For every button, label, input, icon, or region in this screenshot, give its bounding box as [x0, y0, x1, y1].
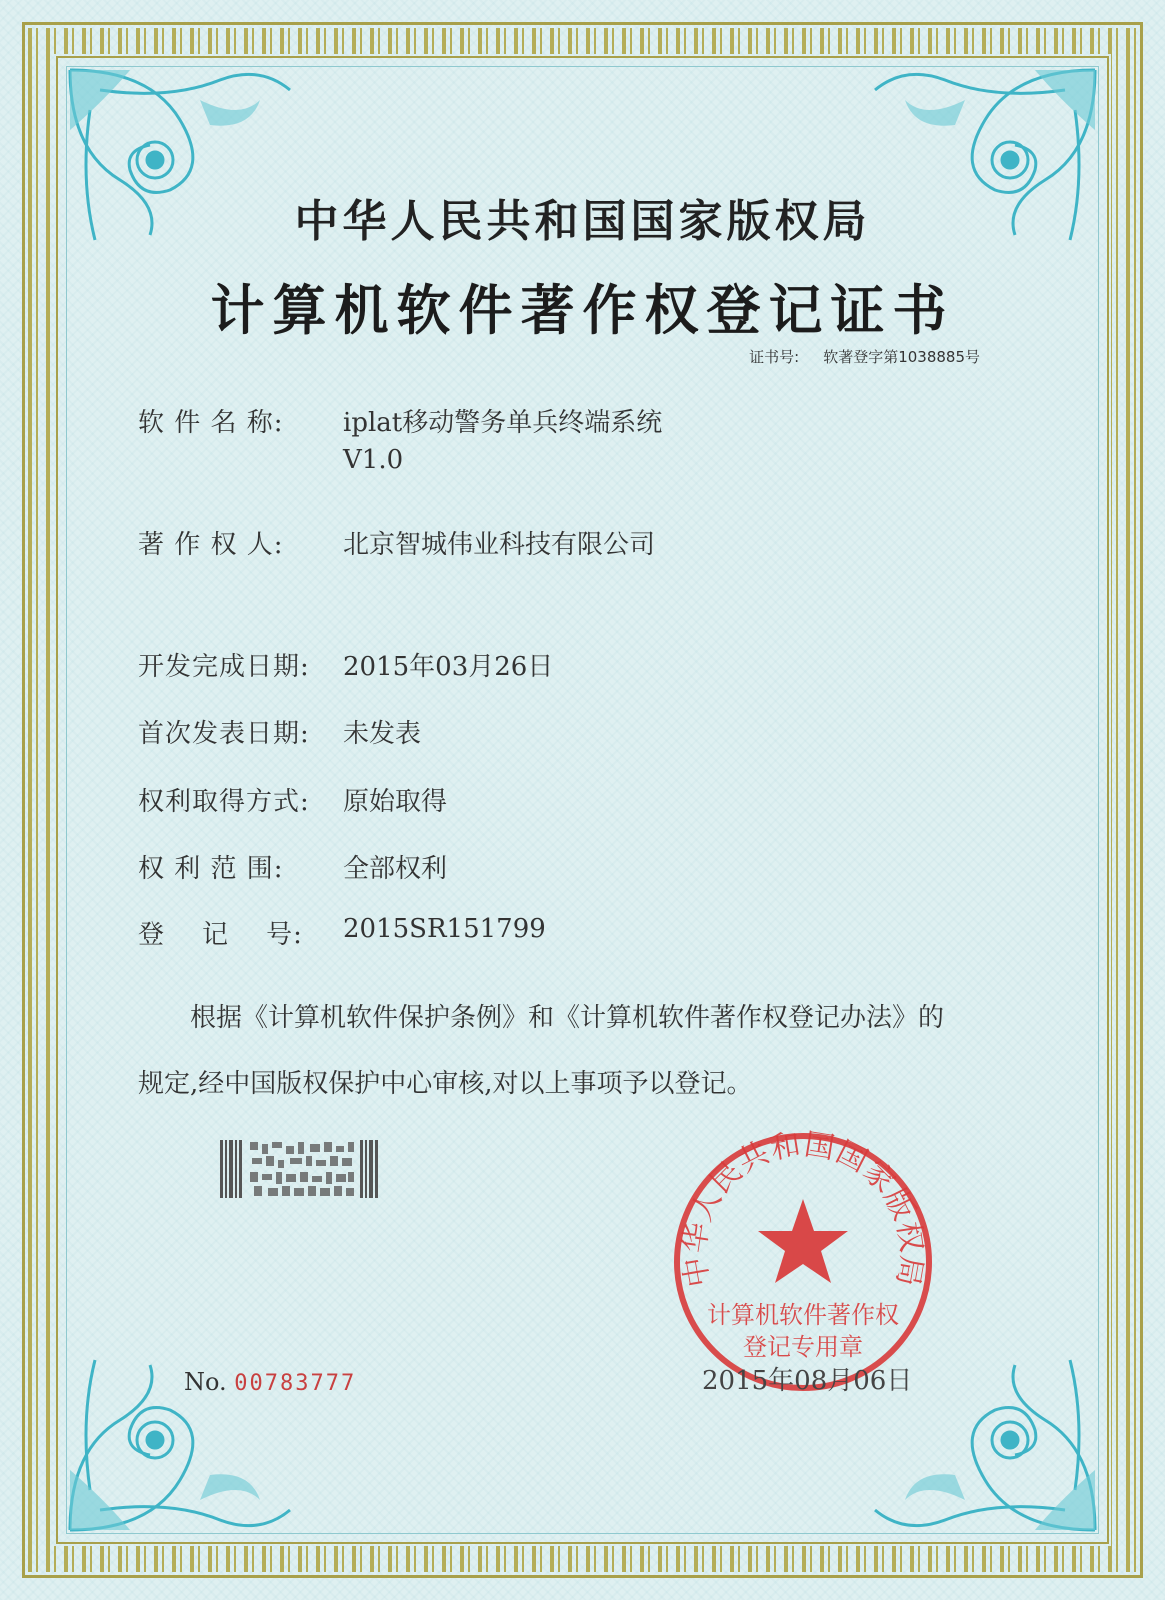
field-value: iplat移动警务单兵终端系统 — [343, 408, 663, 438]
field-label: 权利取得方式: — [138, 787, 310, 817]
seal-line-1: 计算机软件著作权 — [707, 1301, 899, 1329]
field-label: 权 利 范 围: — [138, 854, 284, 884]
statement-line-1: 根据《计算机软件保护条例》和《计算机软件著作权登记办法》的 — [190, 1003, 945, 1033]
serial-label: No. — [184, 1368, 227, 1396]
certificate-title: 计算机软件著作权登记证书 — [210, 278, 955, 342]
issue-date: 2015年08月06日 — [702, 1366, 913, 1396]
field-value: 北京智城伟业科技有限公司 — [343, 530, 656, 560]
official-seal — [668, 1127, 938, 1397]
field-value-version: V1.0 — [343, 445, 404, 475]
certificate-number — [749, 346, 980, 367]
field-value: 全部权利 — [343, 854, 448, 884]
field-label: 登 记 号: — [138, 920, 303, 950]
field-acquisition-method — [138, 781, 447, 818]
field-completion-date — [138, 646, 553, 683]
field-registration-no — [138, 914, 546, 951]
field-label: 软 件 名 称: — [138, 408, 284, 438]
field-value: 未发表 — [343, 719, 422, 749]
field-label: 著 作 权 人: — [138, 530, 284, 560]
field-label: 首次发表日期: — [138, 719, 310, 749]
statement — [138, 985, 1038, 1117]
serial-number — [184, 1368, 356, 1396]
field-software-name — [138, 402, 662, 475]
field-copyright-owner — [138, 524, 655, 561]
authority-title: 中华人民共和国国家版权局 — [294, 196, 871, 247]
certificate-number-value: 软著登字第1038885号 — [823, 348, 980, 366]
field-value: 原始取得 — [343, 787, 448, 817]
seal-line-2: 登记专用章 — [743, 1333, 863, 1361]
field-label: 开发完成日期: — [138, 652, 310, 682]
statement-line-2: 规定,经中国版权保护中心审核,对以上事项予以登记。 — [138, 1069, 753, 1099]
certificate-number-label: 证书号: — [749, 348, 800, 366]
serial-value: 00783777 — [234, 1371, 357, 1396]
field-first-publish-date — [138, 713, 421, 750]
field-value: 2015SR151799 — [343, 914, 546, 944]
barcode-image — [220, 1140, 380, 1198]
field-value: 2015年03月26日 — [343, 652, 554, 682]
seal-ring-text: 中华人民共和国国家版权局 — [677, 1127, 929, 1290]
field-rights-scope — [138, 848, 447, 885]
